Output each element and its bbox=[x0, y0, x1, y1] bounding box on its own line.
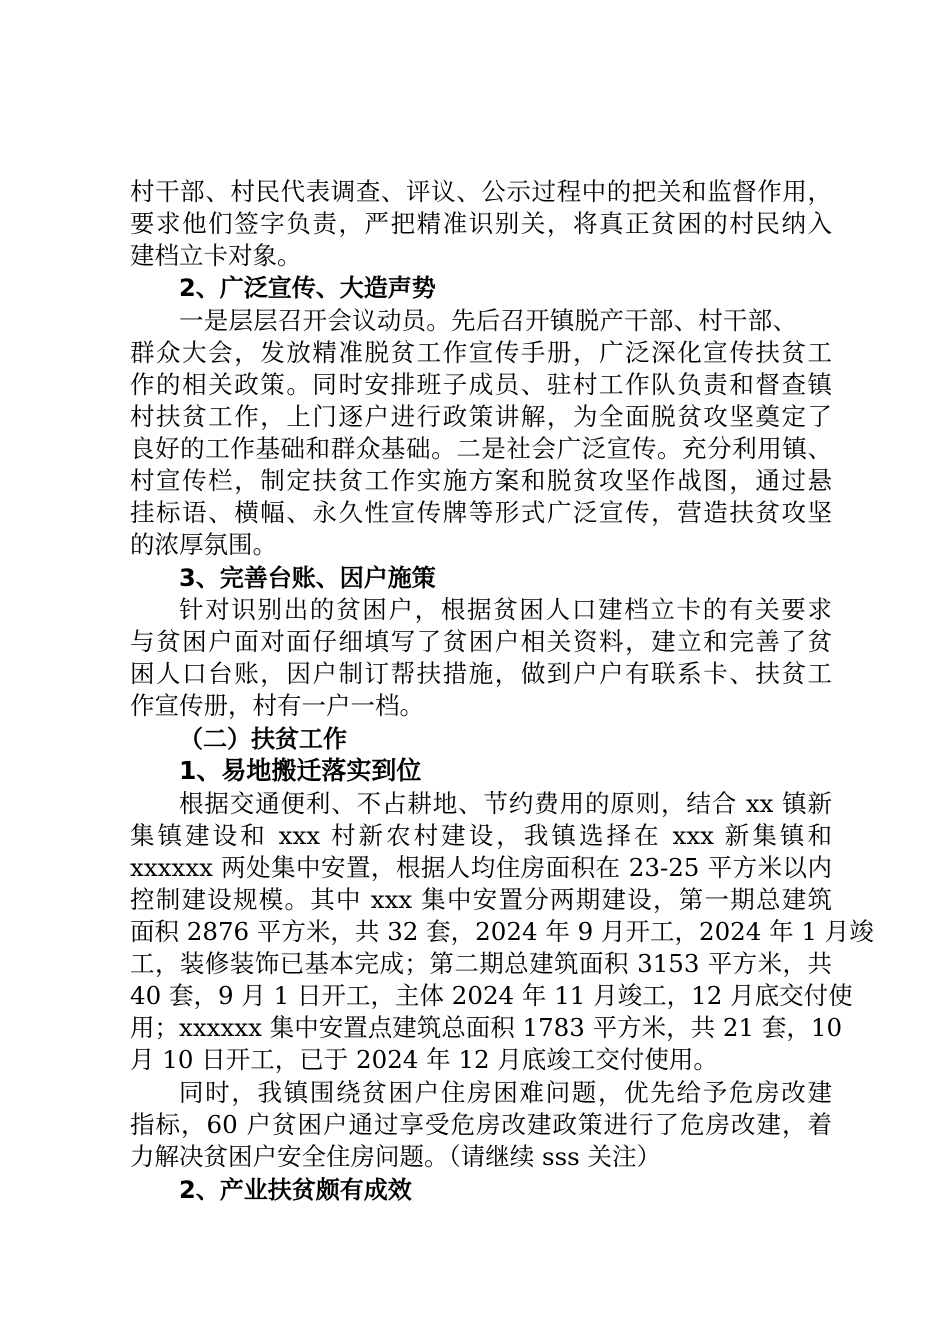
body-text-line: 作宣传册，村有一户一档。 bbox=[130, 691, 424, 720]
body-text-line: 作的相关政策。同时安排班子成员、驻村工作队负责和督查镇 bbox=[130, 370, 832, 399]
body-text-line: 根据交通便利、不占耕地、节约费用的原则，结合 xx 镇新 bbox=[179, 789, 832, 818]
body-text-line: 月 10 日开工，已于 2024 年 12 月底竣工交付使用。 bbox=[130, 1045, 718, 1074]
body-text-line: 建档立卡对象。 bbox=[130, 241, 302, 270]
body-text-line: 良好的工作基础和群众基础。二是社会广泛宣传。充分利用镇、 bbox=[130, 434, 832, 463]
body-text-line: 挂标语、横幅、永久性宣传牌等形式广泛宣传，营造扶贫攻坚 bbox=[130, 498, 832, 527]
body-text-line: 用；xxxxxx 集中安置点建筑总面积 1783 平方米，共 21 套，10 bbox=[130, 1013, 843, 1042]
section-heading: 1、易地搬迁落实到位 bbox=[179, 756, 422, 785]
body-text-line: xxxxxx 两处集中安置，根据人均住房面积在 23-25 平方米以内 bbox=[130, 853, 832, 882]
body-text-line: 控制建设规模。其中 xxx 集中安置分两期建设，第一期总建筑 bbox=[130, 885, 832, 914]
body-text-line: 要求他们签字负责，严把精准识别关，将真正贫困的村民纳入 bbox=[130, 209, 832, 238]
body-text-line: 群众大会，发放精准脱贫工作宣传手册，广泛深化宣传扶贫工 bbox=[130, 338, 832, 367]
body-text-line: 40 套，9 月 1 日开工，主体 2024 年 11 月竣工，12 月底交付使 bbox=[130, 981, 853, 1010]
body-text-line: 的浓厚氛围。 bbox=[130, 530, 277, 559]
body-text-line: 面积 2876 平方米，共 32 套，2024 年 9 月开工，2024 年 1 月竣 bbox=[130, 917, 874, 946]
body-text-line: 指标，60 户贫困户通过享受危房改建政策进行了危房改建，着 bbox=[130, 1110, 832, 1139]
body-text-line: 困人口台账，因户制订帮扶措施，做到户户有联系卡、扶贫工 bbox=[130, 659, 832, 688]
section-heading: 2、产业扶贫颇有成效 bbox=[179, 1176, 412, 1204]
body-text-line: 力解决贫困户安全住房问题。（请继续 sss 关注） bbox=[130, 1142, 662, 1171]
body-text-line: 同时，我镇围绕贫困户住房困难问题，优先给予危房改建 bbox=[179, 1078, 832, 1107]
body-text-line: 针对识别出的贫困户，根据贫困人口建档立卡的有关要求 bbox=[179, 595, 832, 624]
body-text-line: 村宣传栏，制定扶贫工作实施方案和脱贫攻坚作战图，通过悬 bbox=[130, 466, 832, 495]
section-heading: 2、广泛宣传、大造声势 bbox=[179, 274, 436, 302]
section-heading: 3、完善台账、因户施策 bbox=[179, 564, 436, 592]
section-heading: （二）扶贫工作 bbox=[179, 725, 347, 753]
body-text-line: 一是层层召开会议动员。先后召开镇脱产干部、村干部、 bbox=[179, 306, 797, 335]
body-text-line: 集镇建设和 xxx 村新农村建设，我镇选择在 xxx 新集镇和 bbox=[130, 821, 832, 850]
body-text-line: 工，装修装饰已基本完成；第二期总建筑面积 3153 平方米，共 bbox=[130, 949, 832, 978]
body-text-line: 与贫困户面对面仔细填写了贫困户相关资料，建立和完善了贫 bbox=[130, 627, 832, 656]
body-text-line: 村干部、村民代表调查、评议、公示过程中的把关和监督作用， bbox=[130, 177, 832, 206]
body-text-line: 村扶贫工作，上门逐户进行政策讲解，为全面脱贫攻坚奠定了 bbox=[130, 402, 832, 431]
